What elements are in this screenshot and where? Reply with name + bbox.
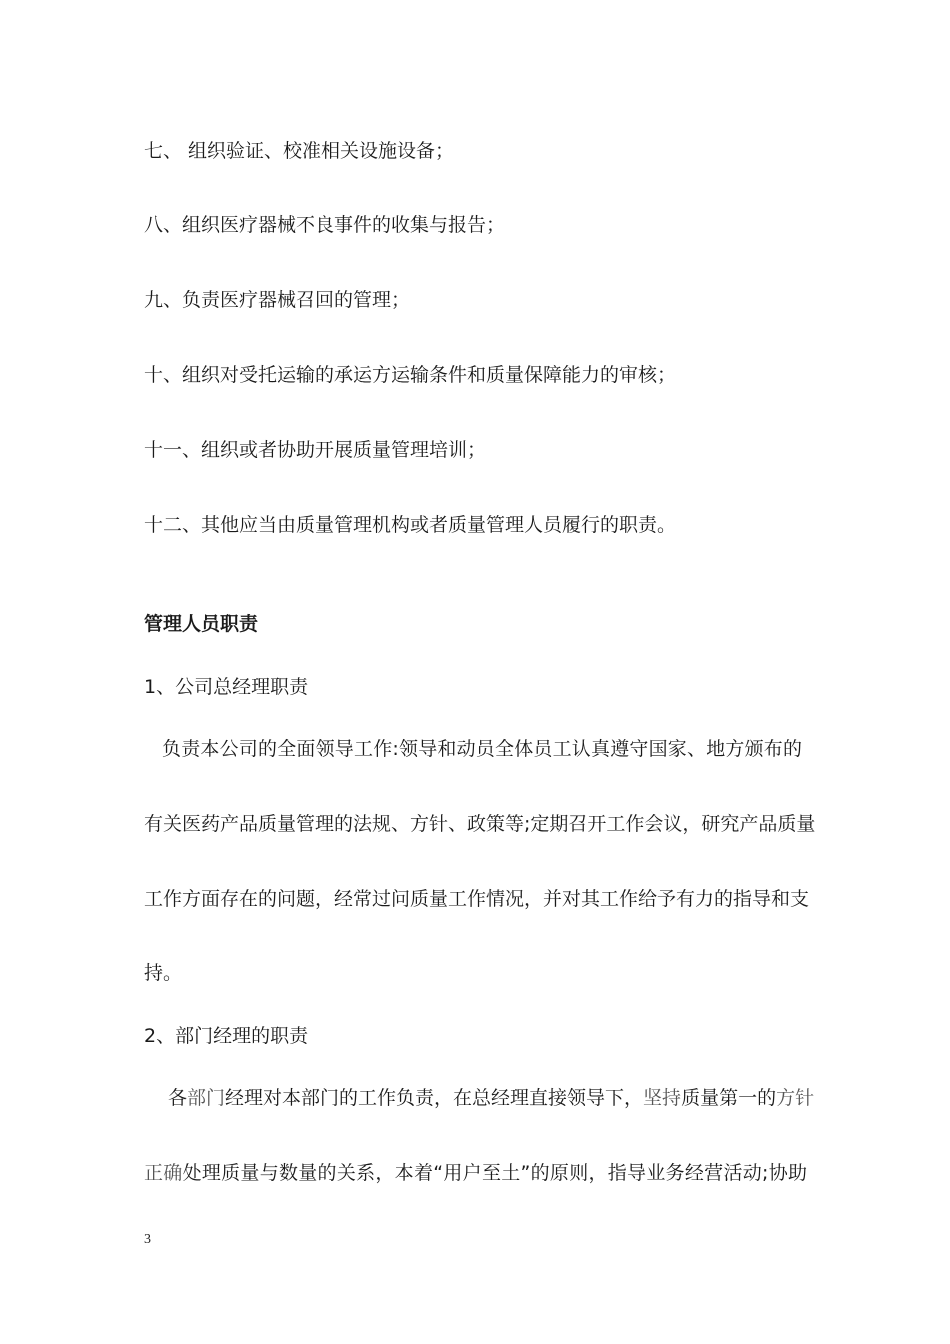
text-run: 经理对本部门的工作负责，在总经理直接领导下， xyxy=(225,1087,644,1109)
text-run-serif: 方针 xyxy=(776,1087,815,1109)
gm-heading: 1、公司总经理职责 xyxy=(144,676,309,698)
text-run: 各 xyxy=(168,1087,188,1109)
section-title: 管理人员职责 xyxy=(144,613,259,635)
duty-item-8: 八、组织医疗器械不良事件的收集与报告； xyxy=(144,214,506,236)
duty-item-12: 十二、其他应当由质量管理机构或者质量管理人员履行的职责。 xyxy=(144,514,677,536)
gm-paragraph-line-1: 负责本公司的全面领导工作:领导和动员全体员工认真遵守国家、地方颁布的 xyxy=(162,738,802,760)
text-run-serif: 正确 xyxy=(144,1162,183,1184)
gm-paragraph-line-4: 持。 xyxy=(144,962,183,984)
duty-item-9: 九、负责医疗器械召回的管理； xyxy=(144,289,411,311)
duty-item-7: 七、 组织验证、校准相关设施设备； xyxy=(144,140,455,162)
gm-paragraph-line-2: 有关医药产品质量管理的法规、方针、政策等;定期召开工作会议，研究产品质量 xyxy=(144,813,816,835)
text-run-serif: 部门 xyxy=(187,1087,226,1109)
duty-item-11: 十一、组织或者协助开展质量管理培训； xyxy=(144,439,487,461)
text-run-serif: 坚持 xyxy=(643,1087,682,1109)
page-number: 3 xyxy=(144,1232,151,1247)
dept-paragraph-line-2 xyxy=(144,1160,807,1186)
dept-paragraph-line-1 xyxy=(168,1085,815,1111)
dept-heading: 2、部门经理的职责 xyxy=(144,1025,309,1047)
text-run: 质量第一的 xyxy=(681,1087,777,1109)
gm-paragraph-line-3: 工作方面存在的问题，经常过问质量工作情况，并对其工作给予有力的指导和支 xyxy=(144,888,810,910)
duty-item-10: 十、组织对受托运输的承运方运输条件和质量保障能力的审核； xyxy=(144,364,677,386)
text-run: 处理质量与数量的关系，本着“用户至土”的原则，指导业务经营活动;协助 xyxy=(182,1162,807,1184)
